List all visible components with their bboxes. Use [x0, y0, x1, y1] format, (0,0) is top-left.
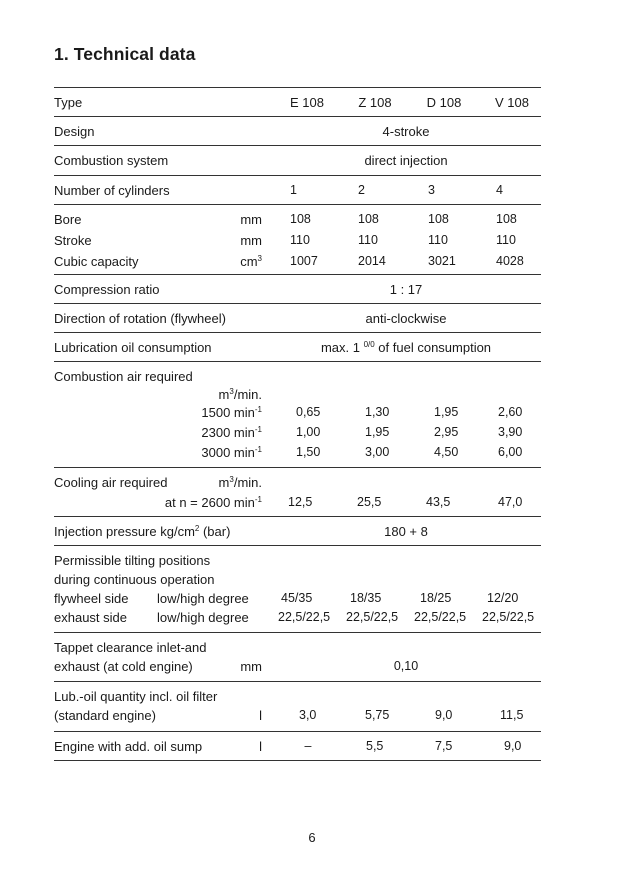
- stroke-v108: 110: [496, 233, 516, 247]
- comb-air-rpm-2300: 2300 $\min^{-1}$: [201, 425, 262, 440]
- oil-qty-line-2: (standard engine): [54, 708, 156, 723]
- page-title: 1. Technical data: [54, 44, 196, 64]
- comb-air-2300-d108: 2,95: [434, 425, 459, 439]
- lubrication-label: Lubrication oil consumption: [54, 340, 212, 355]
- capacity-e108: 1007: [290, 254, 318, 268]
- tilting-flywheel-v108: 12/20: [487, 591, 519, 605]
- capacity-unit: $cm^3$: [240, 254, 262, 269]
- cool-air-d108: 43,5: [426, 495, 451, 509]
- oil-qty-e108: 3,0: [299, 708, 317, 722]
- cool-air-unit: $m^3/\min$.: [218, 475, 262, 490]
- oil-qty-line-1: Lub.-oil quantity incl. oil filter: [54, 689, 218, 704]
- lubrication-value: max. 1 $^{0/0}$ of fuel consumption: [320, 340, 492, 355]
- table-rule: [54, 116, 541, 117]
- tilting-flywheel-label: flywheel side: [54, 591, 129, 606]
- cool-air-rpm: at n = 2600 $\min^{-1}$: [164, 495, 262, 510]
- cylinders-label: Number of cylinders: [54, 183, 170, 198]
- stroke-z108: 110: [358, 233, 378, 247]
- oil-sump-e108: –: [304, 739, 312, 753]
- cool-air-v108: 47,0: [498, 495, 523, 509]
- page-number: 6: [308, 830, 316, 845]
- design-value: 4-stroke: [382, 124, 430, 139]
- comb-air-3000-d108: 4,50: [434, 445, 459, 459]
- table-rule: [54, 274, 541, 275]
- tilting-exhaust-v108: 22,5/22,5: [482, 610, 535, 624]
- table-rule: [54, 175, 541, 176]
- stroke-e108: 110: [290, 233, 310, 247]
- capacity-z108: 2014: [358, 254, 386, 268]
- table-rule: [54, 204, 541, 205]
- cylinders-e108: 1: [290, 183, 297, 197]
- table-rule: [54, 731, 541, 732]
- type-label: Type: [54, 95, 83, 110]
- capacity-d108: 3021: [428, 254, 456, 268]
- tilting-flywheel-degree: low/high degree: [157, 591, 249, 606]
- comb-air-label: Combustion air required: [54, 369, 193, 384]
- table-rule: [54, 545, 541, 546]
- cool-air-z108: 25,5: [357, 495, 382, 509]
- tilting-exhaust-z108: 22,5/22,5: [346, 610, 399, 624]
- comb-air-2300-v108: 3,90: [498, 425, 523, 439]
- bore-e108: 108: [290, 212, 311, 226]
- comb-air-3000-v108: 6,00: [498, 445, 523, 459]
- model-d108: D 108: [426, 95, 462, 110]
- tilting-flywheel-d108: 18/25: [420, 591, 452, 605]
- design-label: Design: [54, 124, 95, 139]
- tilting-exhaust-label: exhaust side: [54, 610, 127, 625]
- model-z108: Z 108: [358, 95, 392, 110]
- table-rule: [54, 87, 541, 88]
- tilting-line-2: during continuous operation: [54, 572, 215, 587]
- table-rule: [54, 516, 541, 517]
- tappet-line-1: Tappet clearance inlet-and: [54, 640, 207, 655]
- stroke-unit: mm: [240, 233, 262, 248]
- cool-air-label: Cooling air required: [54, 475, 168, 490]
- comb-air-2300-z108: 1,95: [365, 425, 390, 439]
- model-v108: V 108: [495, 95, 529, 110]
- oil-sump-label: Engine with add. oil sump: [54, 739, 203, 754]
- injection-value: 180 + 8: [384, 524, 428, 539]
- stroke-d108: 110: [428, 233, 448, 247]
- table-rule: [54, 303, 541, 304]
- bore-label: Bore: [54, 212, 82, 227]
- rotation-label: Direction of rotation (flywheel): [54, 311, 226, 326]
- table-rule: [54, 145, 541, 146]
- tilting-flywheel-e108: 45/35: [281, 591, 313, 605]
- cylinders-v108: 4: [496, 183, 503, 197]
- oil-sump-v108: 9,0: [504, 739, 522, 753]
- bore-v108: 108: [496, 212, 517, 226]
- capacity-label: Cubic capacity: [54, 254, 139, 269]
- tappet-line-2: exhaust (at cold engine): [54, 659, 193, 674]
- comb-air-1500-d108: 1,95: [434, 405, 459, 419]
- capacity-v108: 4028: [496, 254, 524, 268]
- comb-air-unit: $m^3/\min$.: [218, 387, 262, 402]
- comb-air-3000-e108: 1,50: [296, 445, 321, 459]
- cylinders-d108: 3: [428, 183, 435, 197]
- tilting-line-1: Permissible tilting positions: [54, 553, 211, 568]
- comb-air-1500-v108: 2,60: [498, 405, 523, 419]
- rotation-value: anti-clockwise: [365, 311, 447, 326]
- oil-qty-z108: 5,75: [365, 708, 390, 722]
- tilting-exhaust-d108: 22,5/22,5: [414, 610, 467, 624]
- oil-qty-v108: 11,5: [500, 708, 524, 722]
- comb-air-3000-z108: 3,00: [365, 445, 390, 459]
- comb-air-1500-z108: 1,30: [365, 405, 390, 419]
- tilting-exhaust-e108: 22,5/22,5: [278, 610, 331, 624]
- bore-d108: 108: [428, 212, 449, 226]
- table-rule: [54, 332, 541, 333]
- oil-sump-unit: l: [259, 739, 262, 754]
- oil-qty-d108: 9,0: [435, 708, 453, 722]
- comb-air-1500-e108: 0,65: [296, 405, 321, 419]
- injection-label: Injection pressure $kg/cm^2$ (bar): [54, 524, 231, 539]
- combustion-label: Combustion system: [54, 153, 169, 168]
- model-e108: E 108: [290, 95, 324, 110]
- oil-sump-d108: 7,5: [435, 739, 453, 753]
- bore-unit: mm: [240, 212, 262, 227]
- oil-qty-unit: l: [259, 708, 262, 723]
- comb-air-rpm-3000: 3000 $\min^{-1}$: [201, 445, 262, 460]
- tappet-value: 0,10: [393, 659, 419, 673]
- table-rule: [54, 467, 541, 468]
- stroke-label: Stroke: [54, 233, 92, 248]
- table-rule: [54, 681, 541, 682]
- table-rule: [54, 361, 541, 362]
- comb-air-rpm-1500: 1500 $\min^{-1}$: [201, 405, 262, 420]
- combustion-value: direct injection: [364, 153, 448, 168]
- bore-z108: 108: [358, 212, 379, 226]
- tilting-flywheel-z108: 18/35: [350, 591, 382, 605]
- cylinders-z108: 2: [358, 183, 365, 197]
- oil-sump-z108: 5,5: [366, 739, 384, 753]
- cool-air-e108: 12,5: [288, 495, 313, 509]
- compression-label: Compression ratio: [54, 282, 160, 297]
- comb-air-2300-e108: 1,00: [296, 425, 321, 439]
- compression-value: 1 : 17: [389, 282, 423, 297]
- tilting-exhaust-degree: low/high degree: [157, 610, 249, 625]
- table-rule: [54, 760, 541, 761]
- table-rule: [54, 632, 541, 633]
- tappet-unit: mm: [240, 659, 262, 674]
